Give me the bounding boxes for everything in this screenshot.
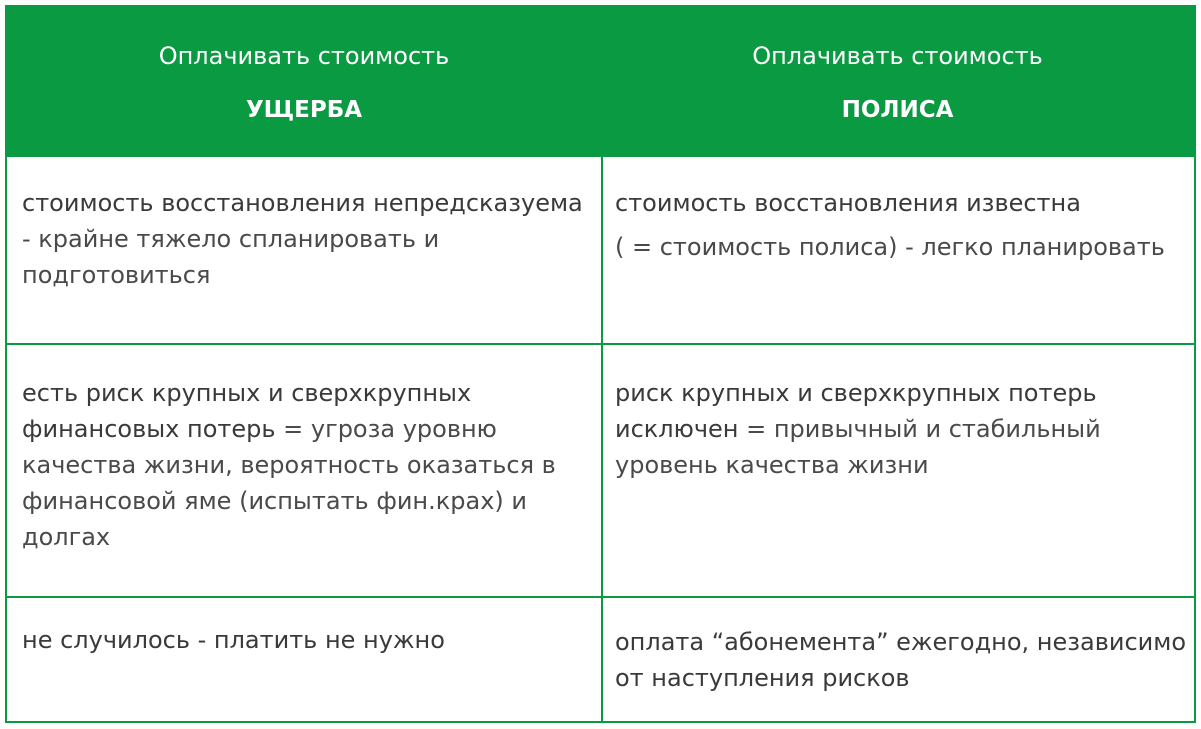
header-cell-damage (7, 7, 601, 155)
row1-damage-cell (22, 185, 587, 293)
row1-damage-strong: стоимость восстановления непредсказуема (22, 189, 583, 217)
row1-policy-line2: ( = стоимость полиса) - легко планировать (615, 233, 1165, 261)
header-damage-line2: УЩЕРБА (245, 97, 363, 123)
row2-policy-strong: риск крупных и сверхкрупных потерь исключен (615, 379, 1097, 443)
row3-damage-text: не случилось - платить не нужно (22, 626, 445, 654)
row2-damage-cell (22, 375, 587, 555)
header-policy-line1: Оплачивать стоимость (752, 42, 1043, 70)
header-policy-line2: ПОЛИСА (841, 97, 954, 123)
row2-damage-rest: = угроза уровню качества жизни, вероятность оказаться в финансовой яме (испытать фин.крах) и долгах (22, 415, 556, 551)
row1-policy-cell (615, 185, 1190, 265)
header-damage-line1: Оплачивать стоимость (158, 42, 450, 70)
row1-policy-line1: стоимость восстановления известна (615, 189, 1081, 217)
comparison-table (5, 5, 1196, 723)
row3-policy-text: оплата “абонемента” ежегодно, независимо от наступления рисков (615, 628, 1187, 692)
row2-policy-cell (615, 375, 1190, 483)
header-cell-policy (601, 7, 1194, 155)
column-divider (601, 155, 603, 723)
row3-policy-cell (615, 624, 1190, 696)
row3-damage-cell (22, 622, 587, 658)
row2-damage-strong: есть риск крупных и сверхкрупных финансовых потерь (22, 379, 472, 443)
table-header (7, 7, 1194, 155)
row1-damage-rest: - крайне тяжело спланировать и подготовиться (22, 225, 440, 289)
row2-policy-rest: = привычный и стабильный уровень качества жизни (615, 415, 1101, 479)
